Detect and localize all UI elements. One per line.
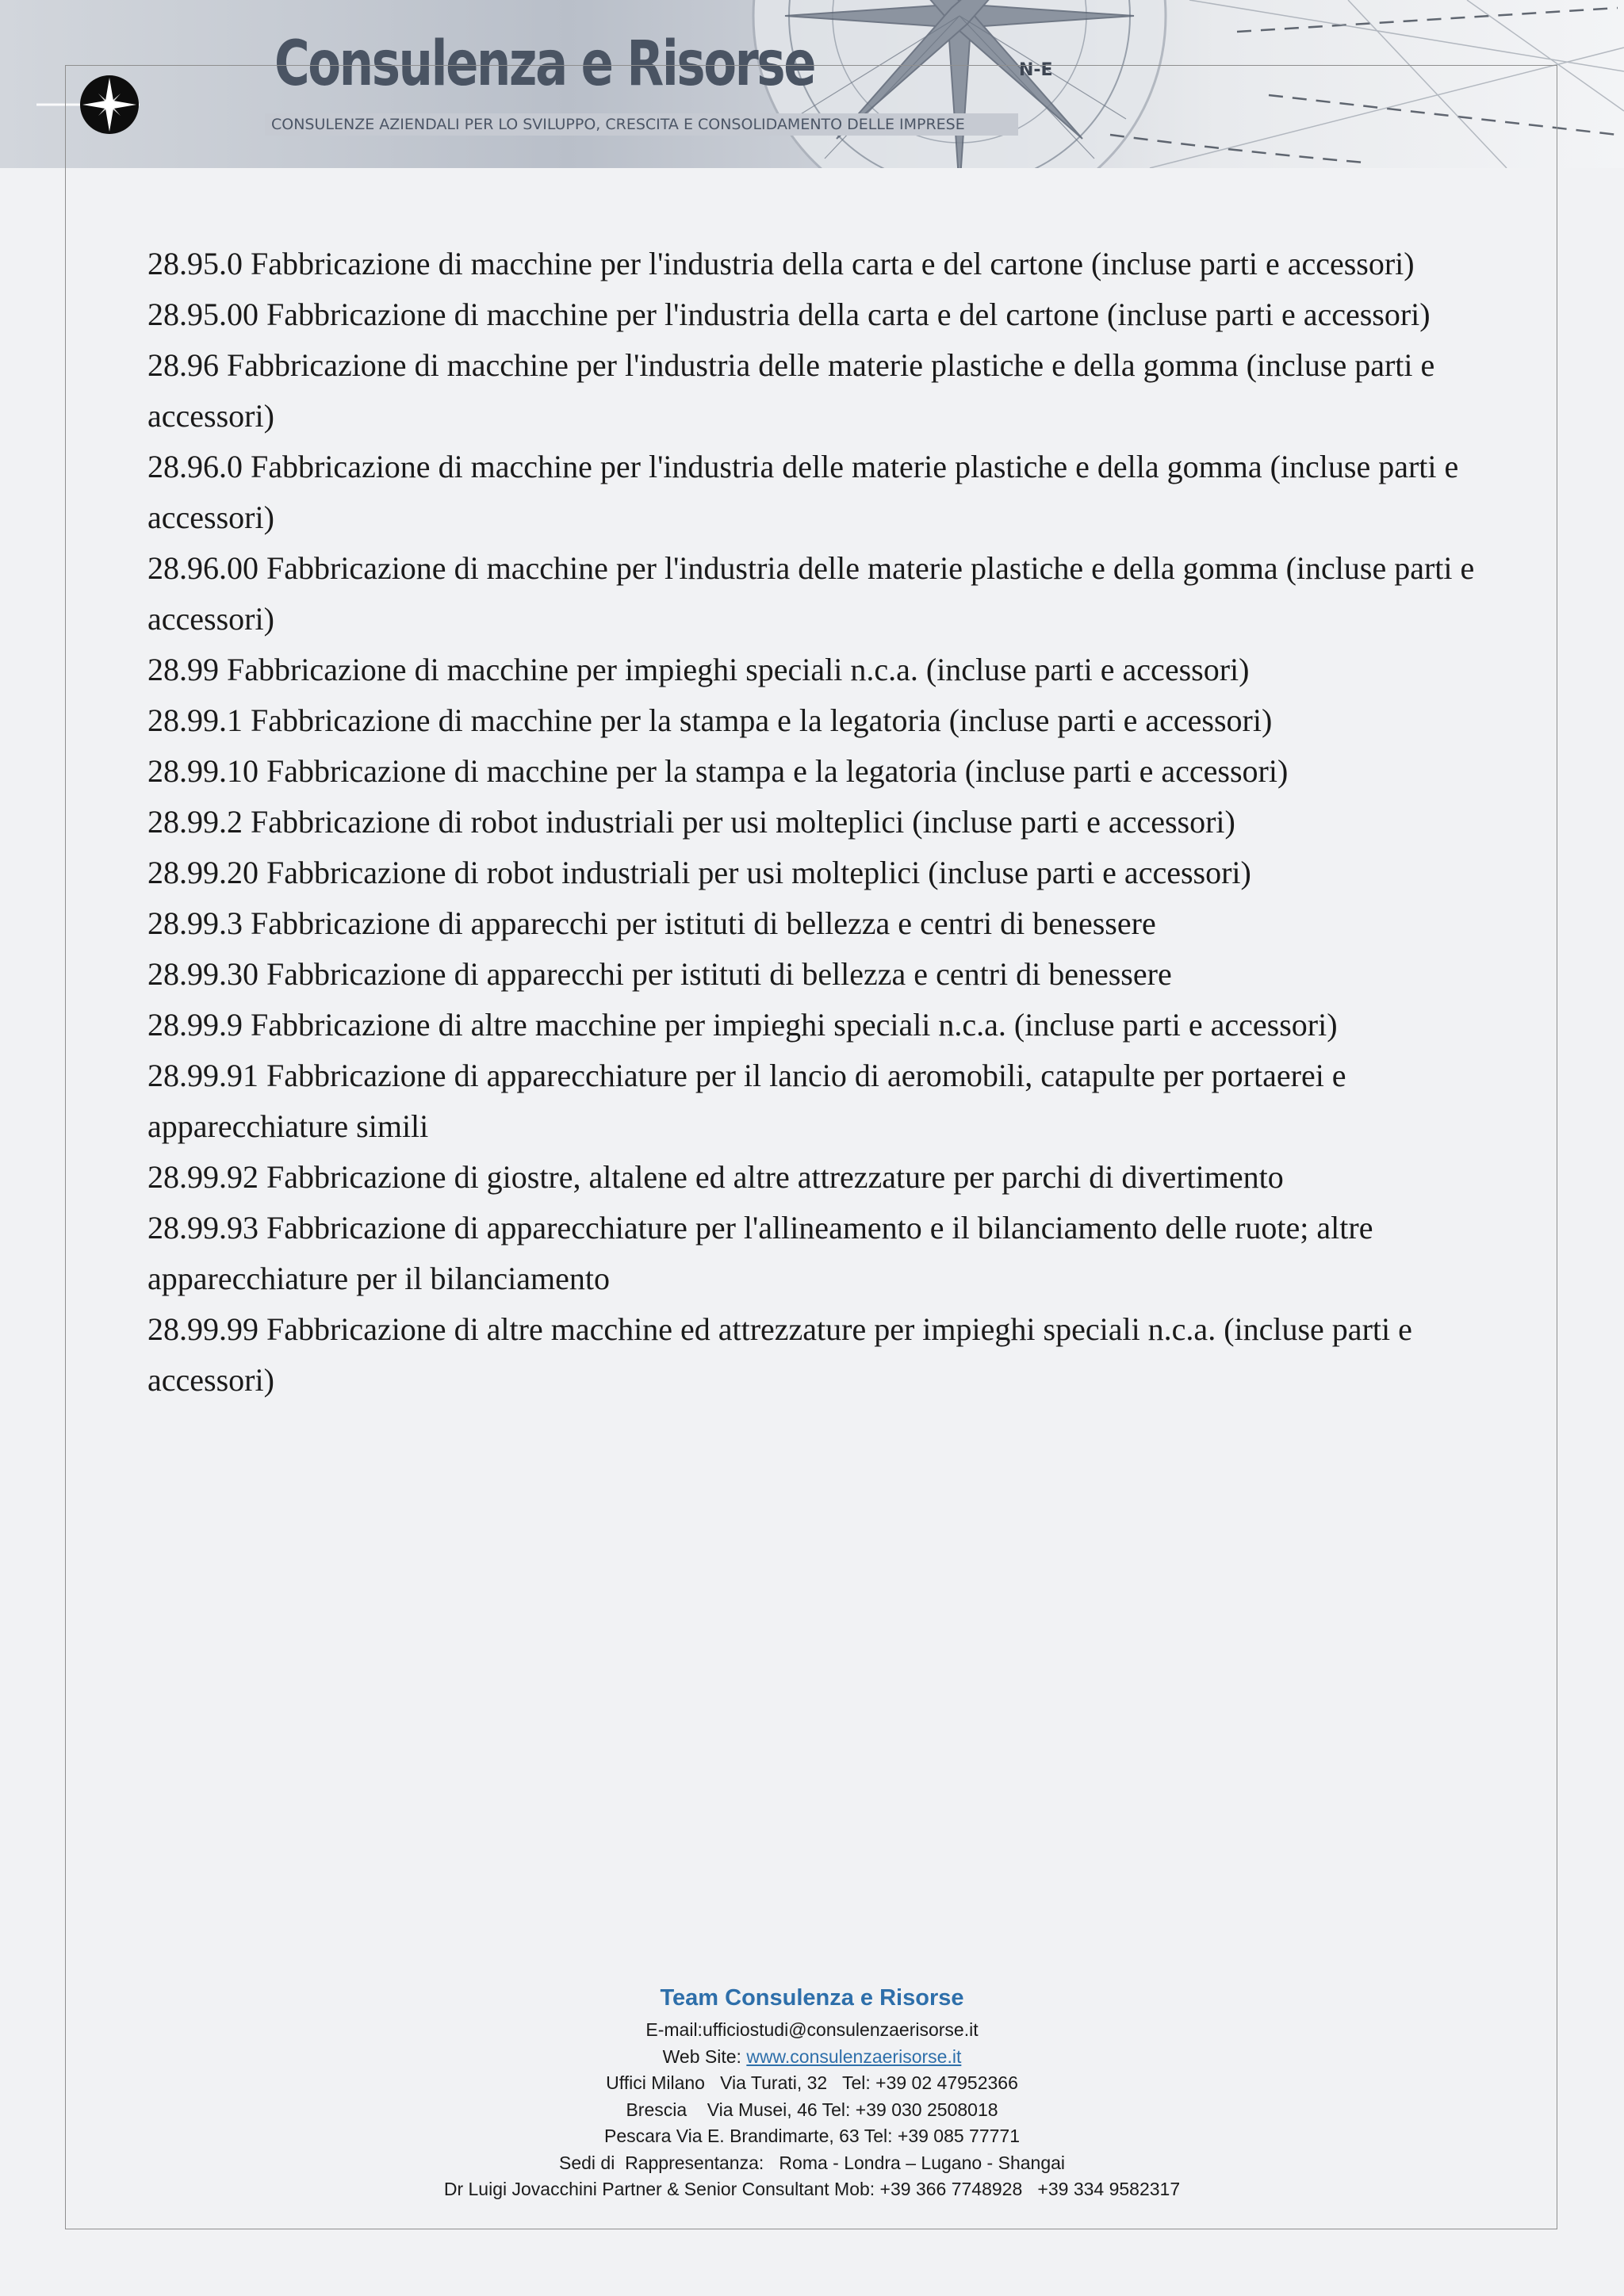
list-item: 28.99.99 Fabbricazione di altre macchine ed attrezzature per impieghi speciali n.c.a. (incluse parti e accessori) <box>147 1311 1412 1398</box>
list-item: 28.99.2 Fabbricazione di robot industriali per usi molteplici (incluse parti e accessori) <box>147 804 1235 840</box>
list-item: 28.99.93 Fabbricazione di apparecchiature per l'allineamento e il bilanciamento delle ruote; altre apparecchiature per il bilanciamento <box>147 1210 1373 1296</box>
list-item: 28.99.20 Fabbricazione di robot industriali per usi molteplici (incluse parti e accessori) <box>147 855 1251 890</box>
brand-tagline-bar <box>265 113 1018 136</box>
list-item: 28.99.3 Fabbricazione di apparecchi per istituti di bellezza e centri di benessere <box>147 905 1156 941</box>
list-item: 28.99.10 Fabbricazione di macchine per la stampa e la legatoria (incluse parti e accessori) <box>147 753 1289 789</box>
list-item: 28.99 Fabbricazione di macchine per impieghi speciali n.c.a. (incluse parti e accessori) <box>147 652 1250 687</box>
footer-brescia-office: Brescia Via Musei, 46 Tel: +39 030 2508018 <box>626 2099 998 2120</box>
list-item: 28.99.30 Fabbricazione di apparecchi per istituti di bellezza e centri di benessere <box>147 956 1172 992</box>
list-item: 28.95.00 Fabbricazione di macchine per l'industria della carta e del cartone (incluse parti e accessori) <box>147 297 1431 332</box>
letterhead-banner <box>0 0 1624 168</box>
list-item: 28.96.00 Fabbricazione di macchine per l'industria delle materie plastiche e della gomma (incluse parti e accessori) <box>147 550 1475 637</box>
ateco-code-list <box>147 239 1496 1406</box>
footer-website-label: Web Site: <box>662 2045 747 2067</box>
footer-contact-block <box>0 1979 1624 2203</box>
star-flare-icon <box>36 63 140 151</box>
footer-milano-office: Uffici Milano Via Turati, 32 Tel: +39 02 47952366 <box>606 2072 1018 2093</box>
brand-title: Consulenza e Risorse <box>274 29 815 100</box>
footer-representative-offices: Sedi di Rappresentanza: Roma - Londra – Lugano - Shangai <box>558 2152 1066 2173</box>
list-item: 28.96.0 Fabbricazione di macchine per l'industria delle materie plastiche e della gomma (incluse parti e accessori) <box>147 449 1459 535</box>
footer-consultant-contact: Dr Luigi Jovacchini Partner & Senior Consultant Mob: +39 366 7748928 +39 334 9582317 <box>443 2179 1181 2199</box>
list-item: 28.99.9 Fabbricazione di altre macchine per impieghi speciali n.c.a. (incluse parti e accessori) <box>147 1007 1338 1043</box>
footer-email: E-mail:ufficiostudi@consulenzaerisorse.it <box>645 2019 979 2040</box>
list-item: 28.96 Fabbricazione di macchine per l'industria delle materie plastiche e della gomma (incluse parti e accessori) <box>147 347 1435 434</box>
list-item: 28.99.1 Fabbricazione di macchine per la stampa e la legatoria (incluse parti e accessori) <box>147 702 1273 738</box>
website-link[interactable]: www.consulenzaerisorse.it <box>746 2045 962 2067</box>
footer-team-name: Team Consulenza e Risorse <box>660 1985 964 2011</box>
footer-pescara-office: Pescara Via E. Brandimarte, 63 Tel: +39 085 77771 <box>603 2126 1021 2146</box>
list-item: 28.99.91 Fabbricazione di apparecchiature per il lancio di aeromobili, catapulte per portaerei e apparecchiature simili <box>147 1058 1346 1144</box>
brand-tagline: CONSULENZE AZIENDALI PER LO SVILUPPO, CRESCITA E CONSOLIDAMENTO DELLE IMPRESE <box>271 116 965 133</box>
list-item: 28.99.92 Fabbricazione di giostre, altalene ed altre attrezzature per parchi di divertimento <box>147 1159 1284 1195</box>
list-item: 28.95.0 Fabbricazione di macchine per l'industria della carta e del cartone (incluse parti e accessori) <box>147 246 1415 281</box>
svg-text:N-E: N-E <box>1019 60 1053 80</box>
footer-website <box>0 2044 1624 2071</box>
